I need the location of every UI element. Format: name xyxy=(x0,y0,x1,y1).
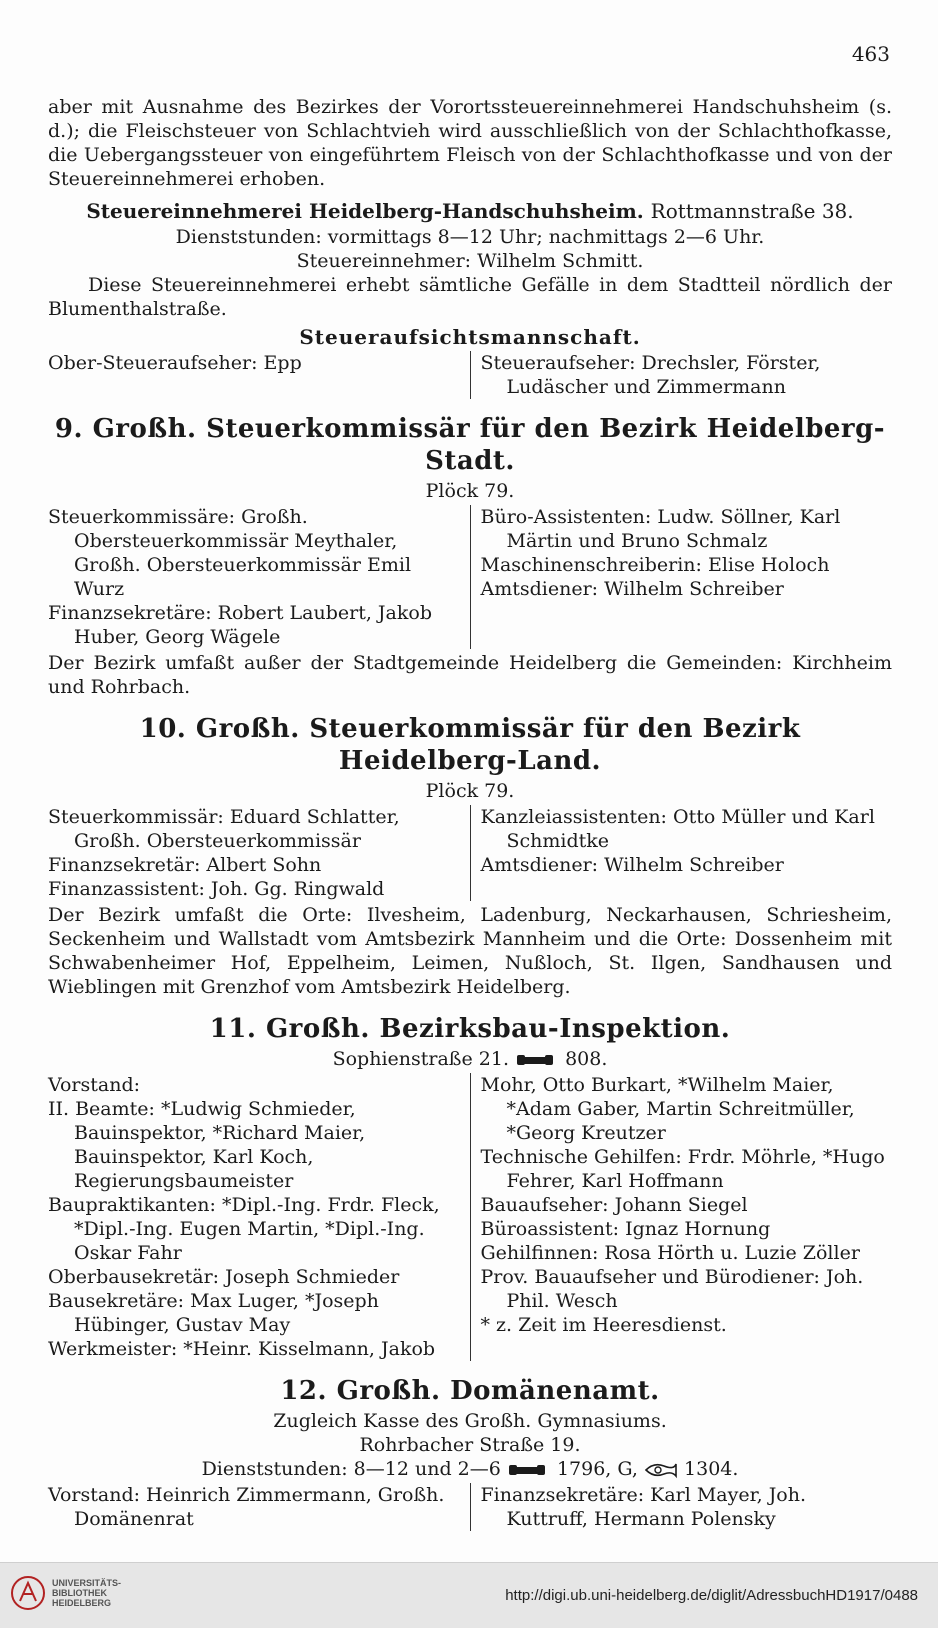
intro-paragraph: aber mit Ausnahme des Bezirkes der Vorortssteuereinnehmerei Handschuhsheim (s. d.); die Fleischsteuer von Schlachtvieh wird ausschließlich von der Schlachthofkasse, die Uebergangssteuer von eingeführtem Fleisch von der Schlachthofkasse und von der Steuereinnehmerei erhoben. xyxy=(48,96,892,190)
staff-entry: Büro-Assistenten: Ludw. Söllner, Karl Märtin und Bruno Schmalz xyxy=(480,506,841,552)
office-hs-title: Steuereinnehmerei Heidelberg-Handschuhsheim. xyxy=(86,199,644,223)
crew-entry: Steueraufseher: Drechsler, Förster, Ludäscher und Zimmermann xyxy=(480,352,821,398)
section-10-address: Plöck 79. xyxy=(425,780,515,802)
office-hs-description: Diese Steuereinnehmerei erhebt sämtliche Gefälle in dem Stadtteil nördlich der Blumenthalstraße. xyxy=(48,274,892,320)
section-9-note: Der Bezirk umfaßt außer der Stadtgemeinde Heidelberg die Gemeinden: Kirchheim und Rohrbach. xyxy=(48,652,892,698)
staff-entry: Prov. Bauaufseher und Bürodiener: Joh. Phil. Wesch xyxy=(480,1266,864,1312)
staff-entry: Finanzsekretär: Albert Sohn xyxy=(48,854,322,876)
telephone-icon xyxy=(515,1052,559,1068)
staff-entry: Technische Gehilfen: Frdr. Möhrle, *Hugo Fehrer, Karl Hoffmann xyxy=(480,1146,885,1192)
page-number: 463 xyxy=(851,42,890,66)
logo-line: UNIVERSITÄTS- xyxy=(52,1578,122,1588)
office-hs-hours: Dienststunden: vormittags 8—12 Uhr; nachmittags 2—6 Uhr. xyxy=(175,226,765,248)
section-11-right-column xyxy=(471,1073,893,1361)
section-9-columns xyxy=(48,505,892,649)
section-12-phone: 1796, G, xyxy=(556,1458,638,1480)
logo-line: HEIDELBERG xyxy=(52,1598,112,1608)
staff-entry: Gehilfinnen: Rosa Hörth u. Luzie Zöller xyxy=(480,1242,860,1264)
section-12-hours: Dienststunden: 8—12 und 2—6 xyxy=(201,1458,501,1480)
crew-columns xyxy=(48,351,892,399)
office-hs-collector: Steuereinnehmer: Wilhelm Schmitt. xyxy=(296,250,644,272)
footnote: * z. Zeit im Heeresdienst. xyxy=(480,1314,727,1336)
section-11-left-column xyxy=(48,1073,471,1361)
staff-entry: Bausekretäre: Max Luger, *Joseph Hübinger, Gustav May xyxy=(48,1290,379,1336)
section-11-title: 11. Großh. Bezirksbau-Inspektion. xyxy=(209,1014,731,1044)
section-9-right-column xyxy=(471,505,893,649)
crew-title: Steueraufsichtsmannschaft. xyxy=(299,325,641,349)
logo-line: BIBLIOTHEK xyxy=(52,1588,107,1598)
section-10-columns xyxy=(48,805,892,901)
viewer-footer xyxy=(0,1562,938,1628)
section-11-address: Sophienstraße 21. xyxy=(332,1048,509,1070)
section-11-contact xyxy=(48,1047,892,1071)
crew-entry: Ober-Steueraufseher: Epp xyxy=(48,352,302,374)
section-9-title: 9. Großh. Steuerkommissär für den Bezirk Heidelberg-Stadt. xyxy=(54,414,886,476)
staff-entry: Steuerkommissär: Eduard Schlatter, Großh. Obersteuerkommissär xyxy=(48,806,400,852)
permalink-url[interactable]: http://digi.ub.uni-heidelberg.de/diglit/AdressbuchHD1917/0488 xyxy=(505,1587,918,1604)
staff-entry: Vorstand: Heinrich Zimmermann, Großh. Domänenrat xyxy=(48,1484,445,1530)
section-11-columns xyxy=(48,1073,892,1361)
staff-entry: Oberbausekretär: Joseph Schmieder xyxy=(48,1266,400,1288)
section-12-contact xyxy=(48,1457,892,1481)
staff-entry: Werkmeister: *Heinr. Kisselmann, Jakob xyxy=(48,1338,436,1360)
staff-entry: Mohr, Otto Burkart, *Wilhelm Maier, *Adam Gaber, Martin Schreitmüller, *Georg Kreutzer xyxy=(480,1074,855,1144)
crew-right-column xyxy=(471,351,893,399)
page-content xyxy=(48,95,892,1533)
post-horn-icon xyxy=(644,1461,678,1479)
section-9-left-column xyxy=(48,505,471,649)
staff-entry: Maschinenschreiberin: Elise Holoch xyxy=(480,554,830,576)
staff-entry: Amtsdiener: Wilhelm Schreiber xyxy=(480,854,784,876)
section-10-note: Der Bezirk umfaßt die Orte: Ilvesheim, Ladenburg, Neckarhausen, Schriesheim, Seckenheim und Wallstadt vom Amtsbezirk Mannheim und die Orte: Dossenheim mit Schwabenheimer Hof, Eppelheim, Leimen, Nußloch, St. Ilgen, Sandhausen und Wieblingen mit Grenzhof vom Amtsbezirk Heidelberg. xyxy=(48,904,892,998)
section-10-left-column xyxy=(48,805,471,901)
staff-entry: Finanzsekretäre: Karl Mayer, Joh. Kuttruff, Hermann Polensky xyxy=(480,1484,807,1530)
staff-entry: Steuerkommissäre: Großh. Obersteuerkommissär Meythaler, Großh. Obersteuerkommissär Emil Wurz xyxy=(48,506,412,600)
staff-entry: Finanzsekretäre: Robert Laubert, Jakob Huber, Georg Wägele xyxy=(48,602,432,648)
section-12-right-column xyxy=(471,1483,893,1531)
section-12-line2: Rohrbacher Straße 19. xyxy=(359,1434,581,1456)
section-11-phone: 808. xyxy=(565,1048,608,1070)
section-12-title: 12. Großh. Domänenamt. xyxy=(280,1376,660,1406)
staff-entry: Bauaufseher: Johann Siegel xyxy=(480,1194,748,1216)
section-10-right-column xyxy=(471,805,893,901)
staff-entry: Büroassistent: Ignaz Hornung xyxy=(480,1218,771,1240)
section-12-post: 1304. xyxy=(684,1458,739,1480)
office-hs-address: Rottmannstraße 38. xyxy=(650,199,854,223)
library-seal-icon xyxy=(10,1575,46,1611)
staff-entry: II. Beamte: *Ludwig Schmieder, Bauinspektor, *Richard Maier, Bauinspektor, Karl Koch, Regierungsbaumeister xyxy=(48,1098,366,1192)
section-12-left-column xyxy=(48,1483,471,1531)
staff-entry: Vorstand: xyxy=(48,1074,141,1096)
section-12-line1: Zugleich Kasse des Großh. Gymnasiums. xyxy=(273,1410,667,1432)
staff-entry: Amtsdiener: Wilhelm Schreiber xyxy=(480,578,784,600)
crew-left-column xyxy=(48,351,471,399)
section-12-columns xyxy=(48,1483,892,1531)
library-logo[interactable] xyxy=(10,1575,121,1611)
staff-entry: Finanzassistent: Joh. Gg. Ringwald xyxy=(48,878,385,900)
office-hs-heading xyxy=(48,199,892,223)
telephone-icon xyxy=(507,1462,551,1478)
library-logo-text xyxy=(52,1578,121,1608)
section-10-title: 10. Großh. Steuerkommissär für den Bezirk Heidelberg-Land. xyxy=(139,714,801,776)
staff-entry: Baupraktikanten: *Dipl.-Ing. Frdr. Fleck, *Dipl.-Ing. Eugen Martin, *Dipl.-Ing. Oskar Fahr xyxy=(48,1194,440,1264)
staff-entry: Kanzleiassistenten: Otto Müller und Karl Schmidtke xyxy=(480,806,875,852)
section-9-address: Plöck 79. xyxy=(425,480,515,502)
